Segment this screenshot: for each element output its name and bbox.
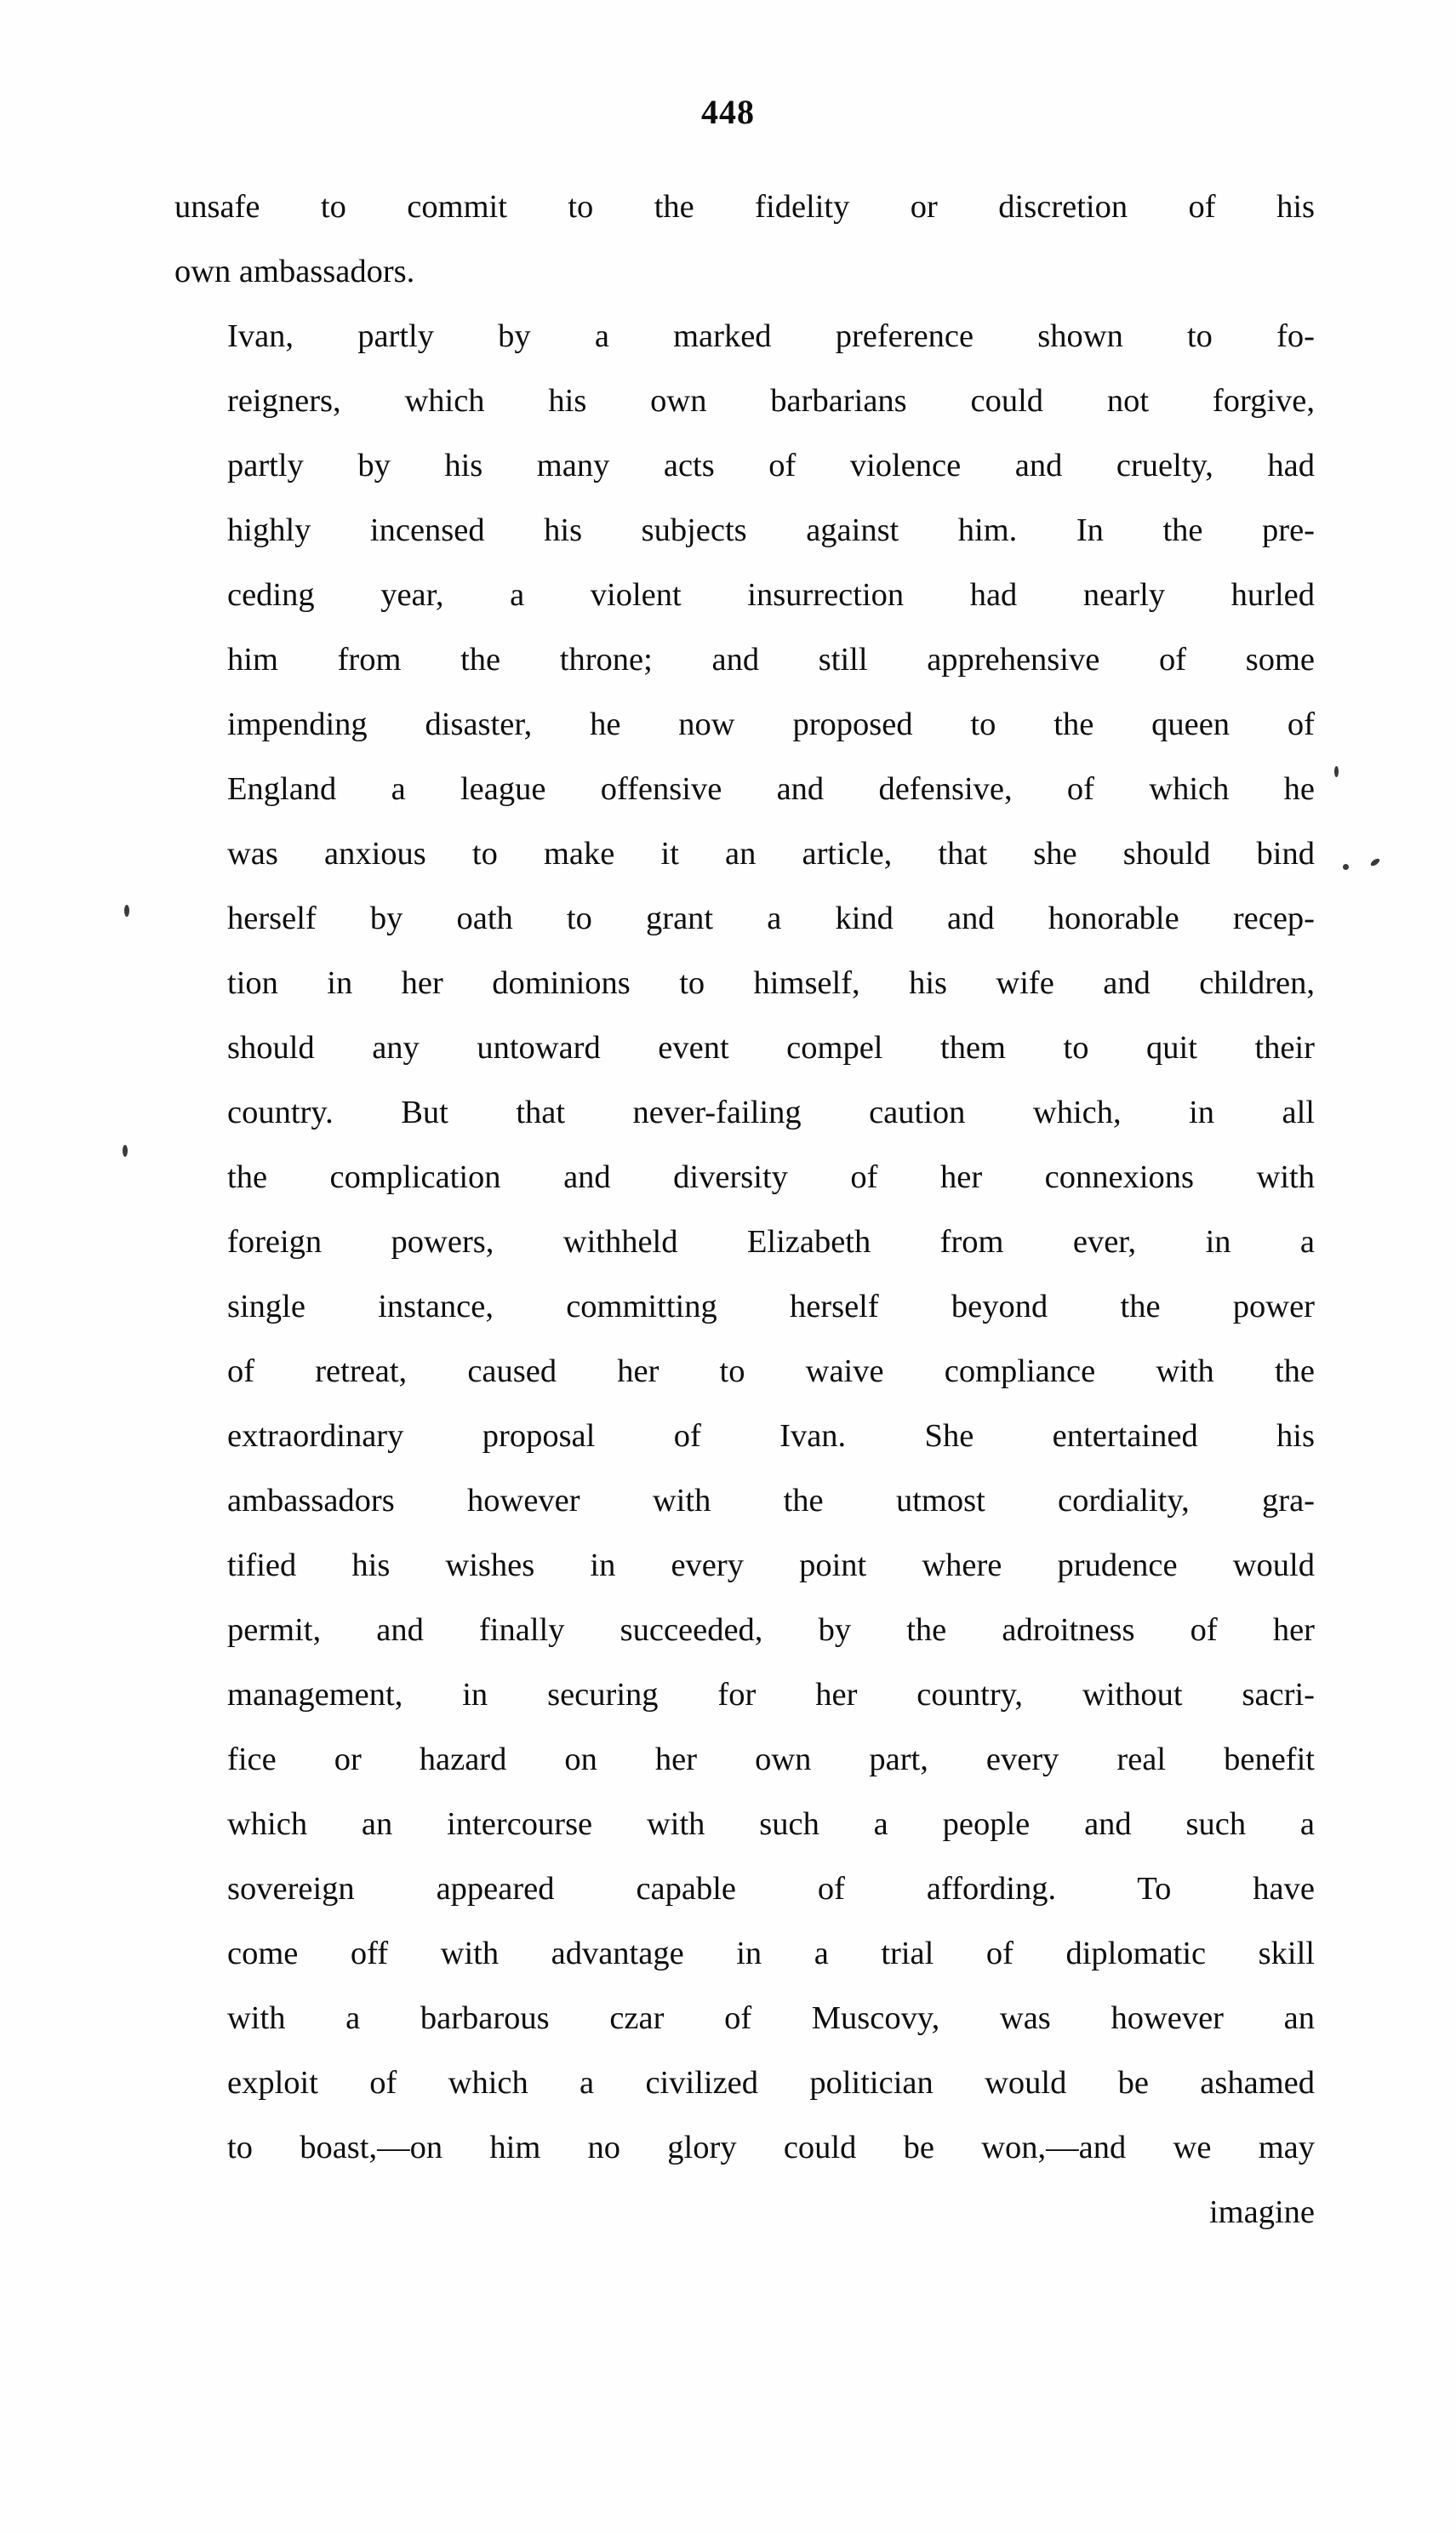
body-text <box>174 174 1315 2245</box>
text-line: country. But that never-failing caution which, in all <box>227 1095 1315 1130</box>
text-line: was anxious to make it an article, that she should bind <box>227 836 1315 872</box>
text-line: the complication and diversity of her connexions with <box>227 1159 1315 1195</box>
text-line: ambassadors however with the utmost cordiality, gra- <box>227 1483 1315 1519</box>
text-line: herself by oath to grant a kind and honorable recep- <box>227 901 1315 936</box>
text-line: extraordinary proposal of Ivan. She entertained his <box>227 1418 1315 1454</box>
paragraph-1 <box>174 174 1315 304</box>
text-line: impending disaster, he now proposed to the queen of <box>227 706 1315 742</box>
text-line: single instance, committing herself beyond the power <box>227 1289 1315 1324</box>
paragraph-2 <box>174 304 1315 2245</box>
text-line: sovereign appeared capable of affording. To have <box>227 1871 1315 1907</box>
text-line: permit, and finally succeeded, by the adroitness of her <box>227 1612 1315 1648</box>
text-line: should any untoward event compel them to quit their <box>227 1030 1315 1066</box>
scan-speck <box>123 1145 128 1157</box>
text-line: reigners, which his own barbarians could not forgive, <box>227 383 1315 419</box>
text-line: with a barbarous czar of Muscovy, was however an <box>227 2000 1315 2036</box>
text-line: Ivan, partly by a marked preference shown to fo- <box>227 318 1315 354</box>
text-line: fice or hazard on her own part, every real benefit <box>227 1742 1315 1777</box>
text-line: unsafe to commit to the fidelity or discretion of his <box>174 189 1315 225</box>
text-line: come off with advantage in a trial of diplomatic skill <box>227 1936 1315 1971</box>
scan-speck <box>124 905 129 917</box>
text-line: foreign powers, withheld Elizabeth from ever, in a <box>227 1224 1315 1260</box>
text-line: tion in her dominions to himself, his wife and children, <box>227 965 1315 1001</box>
text-line: partly by his many acts of violence and cruelty, had <box>227 448 1315 483</box>
text-line: to boast,—on him no glory could be won,—and we may <box>227 2130 1315 2165</box>
text-line: ceding year, a violent insurrection had nearly hurled <box>227 577 1315 613</box>
text-line: highly incensed his subjects against him. In the pre- <box>227 512 1315 548</box>
text-line: tified his wishes in every point where prudence would <box>227 1547 1315 1583</box>
text-line: own ambassadors. <box>174 254 415 289</box>
text-line: England a league offensive and defensive, of which he <box>227 771 1315 807</box>
text-line: exploit of which a civilized politician would be ashamed <box>227 2065 1315 2101</box>
text-line: which an intercourse with such a people and such a <box>227 1806 1315 1842</box>
page-number: 448 <box>701 93 755 131</box>
scan-speck <box>1334 766 1339 777</box>
text-line: of retreat, caused her to waive compliance with the <box>227 1353 1315 1389</box>
text-line: management, in securing for her country, without sacri- <box>227 1677 1315 1713</box>
scan-speck <box>1343 864 1349 870</box>
scan-speck <box>1369 857 1380 867</box>
text-line: imagine <box>1208 2194 1315 2230</box>
text-line: him from the throne; and still apprehensive of some <box>227 642 1315 678</box>
